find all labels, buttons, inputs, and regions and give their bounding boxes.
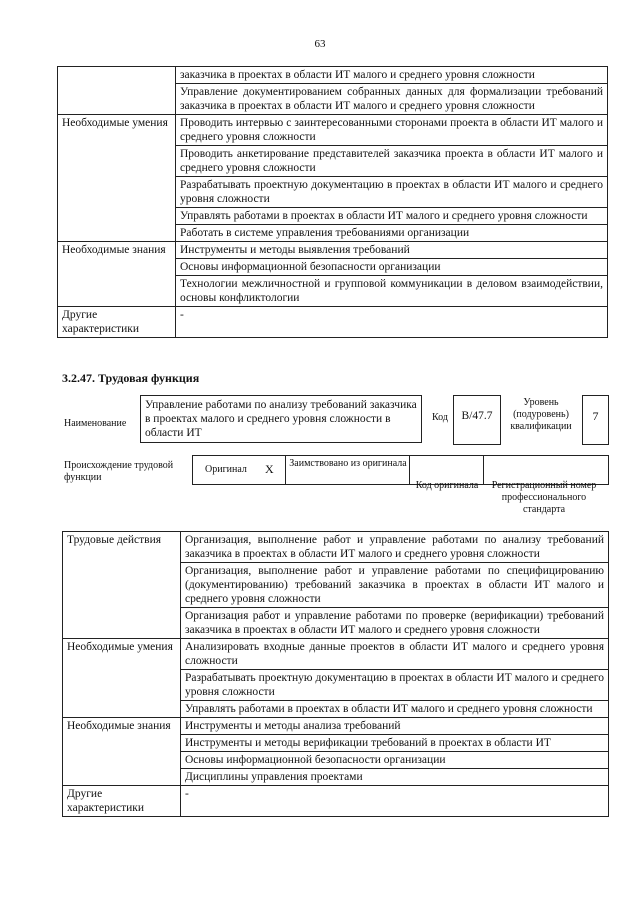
table-row	[58, 115, 608, 146]
list-item: Дисциплины управления проектами	[181, 769, 609, 786]
table-row	[63, 532, 609, 563]
original-mark: X	[265, 462, 274, 476]
level-label: Уровень (подуровень) квалификации	[510, 397, 572, 432]
list-item: Технологии межличностной и групповой коммуникации в деловом взаимодействии, основы конфликтологии	[176, 276, 608, 307]
list-item: Основы информационной безопасности организации	[181, 752, 609, 769]
list-item: Управлять работами в проектах в области ИТ малого и среднего уровня сложности	[181, 701, 609, 718]
page-number: 63	[314, 38, 326, 50]
row-label	[58, 67, 176, 115]
table-row	[63, 786, 609, 817]
list-item: Проводить анкетирование представителей заказчика проекта в области ИТ малого и среднего уровня сложности	[176, 146, 608, 177]
row-label-skills: Необходимые умения	[63, 639, 181, 718]
reg-caption: Регистрационный номер профессионального стандарта	[491, 480, 597, 515]
row-label-actions: Трудовые действия	[63, 532, 181, 639]
table-row	[58, 242, 608, 259]
code-value-box: B/47.7	[453, 395, 501, 445]
list-item: Организация работ и управление работами по проверке (верификации) требований заказчика в проектах в области ИТ малого и среднего уровня сложности	[181, 608, 609, 639]
function-details-table	[62, 531, 609, 817]
code-caption: Код оригинала	[415, 480, 479, 491]
list-item: Проводить интервью с заинтересованными сторонами проекта в области ИТ малого и среднего уровня сложности	[176, 115, 608, 146]
list-item: -	[181, 786, 609, 817]
list-item: Работать в системе управления требованиями организации	[176, 225, 608, 242]
list-item: Анализировать входные данные проектов в области ИТ малого и среднего уровня сложности	[181, 639, 609, 670]
list-item: Управление документированием собранных данных для формализации требований заказчика в проектах в области ИТ малого и среднего уровня сложности	[176, 84, 608, 115]
row-label-skills: Необходимые умения	[58, 115, 176, 242]
list-item: Инструменты и методы выявления требований	[176, 242, 608, 259]
original-label: Оригинал	[205, 464, 247, 475]
list-item: Управлять работами в проектах в области ИТ малого и среднего уровня сложности	[176, 208, 608, 225]
name-label: Наименование	[64, 418, 127, 429]
list-item: Инструменты и методы верификации требований в проектах в области ИТ	[181, 735, 609, 752]
section-heading: 3.2.47. Трудовая функция	[62, 371, 200, 385]
row-label-other: Другие характеристики	[58, 307, 176, 338]
code-label: Код	[432, 412, 448, 423]
list-item: заказчика в проектах в области ИТ малого и среднего уровня сложности	[176, 67, 608, 84]
table-row	[63, 718, 609, 735]
list-item: Разрабатывать проектную документацию в проектах в области ИТ малого и среднего уровня сложности	[181, 670, 609, 701]
requirements-table-continued	[57, 66, 608, 338]
row-label-knowledge: Необходимые знания	[58, 242, 176, 307]
list-item: -	[176, 307, 608, 338]
list-item: Разрабатывать проектную документацию в проектах в области ИТ малого и среднего уровня сложности	[176, 177, 608, 208]
list-item: Организация, выполнение работ и управление работами по анализу требований заказчика в проектах в области ИТ малого и среднего уровня сложности	[181, 532, 609, 563]
origin-label: Происхождение трудовой функции	[64, 460, 174, 483]
cell-divider	[409, 456, 410, 484]
row-label-other: Другие характеристики	[63, 786, 181, 817]
borrowed-label: Заимствовано из оригинала	[289, 458, 407, 469]
list-item: Основы информационной безопасности организации	[176, 259, 608, 276]
table-row	[63, 639, 609, 670]
cell-divider	[285, 456, 286, 484]
table-row	[58, 67, 608, 84]
list-item: Инструменты и методы анализа требований	[181, 718, 609, 735]
table-row	[58, 307, 608, 338]
row-label-knowledge: Необходимые знания	[63, 718, 181, 786]
level-value-box: 7	[582, 395, 609, 445]
function-name-box: Управление работами по анализу требований заказчика в проектах малого и среднего уровня сложности в области ИТ	[140, 395, 422, 443]
list-item: Организация, выполнение работ и управление работами по специфицированию (документированию) требований заказчика в проектах в области ИТ малого и среднего уровня сложности	[181, 563, 609, 608]
